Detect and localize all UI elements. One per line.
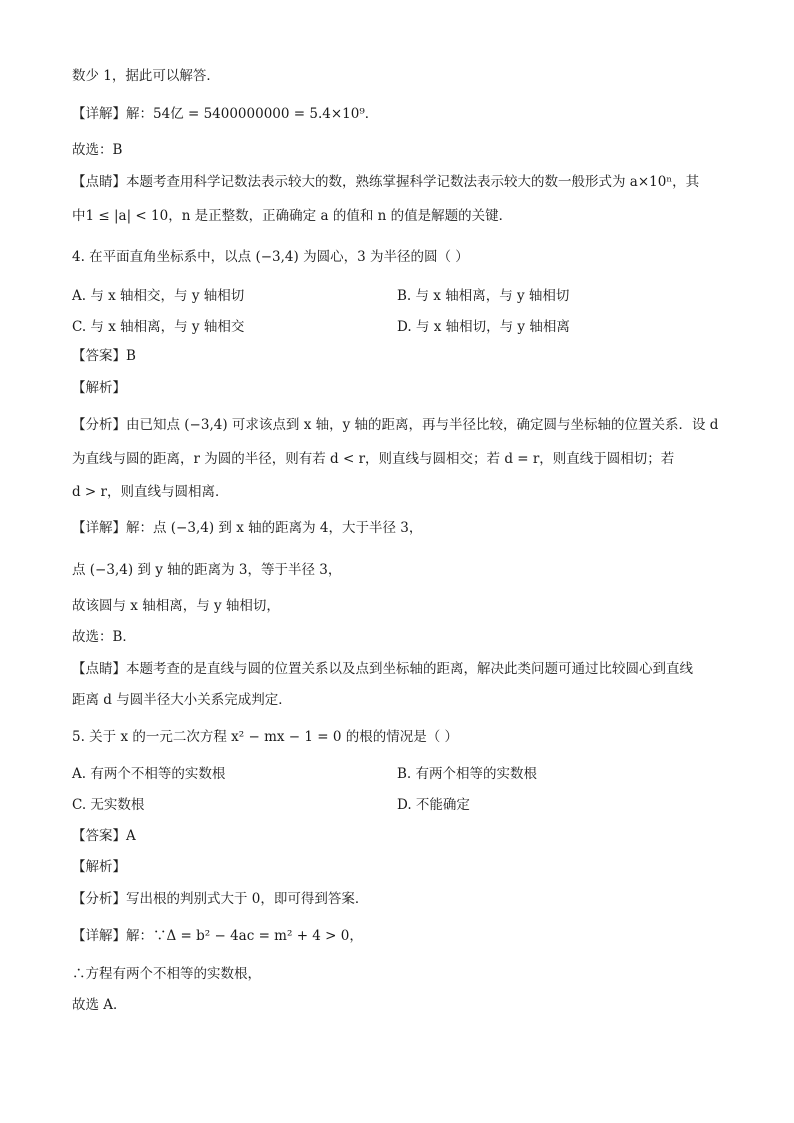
text-line: 数少 1，据此可以解答． [72, 68, 220, 84]
text-line: 【详解】解：点 (−3,4) 到 x 轴的距离为 4，大于半径 3， [72, 520, 423, 536]
text-line: 故选 A． [72, 997, 127, 1013]
question-5-analysis-heading: 【解析】 [72, 859, 126, 875]
text-line: 故选：B． [72, 629, 136, 645]
text-line: 点 (−3,4) 到 y 轴的距离为 3，等于半径 3， [72, 562, 342, 578]
question-5-option-b: B. 有两个相等的实数根 [397, 766, 538, 782]
question-5-option-a: A. 有两个不相等的实数根 [72, 766, 226, 782]
question-4-option-d: D. 与 x 轴相切，与 y 轴相离 [397, 319, 570, 335]
text-line: 【分析】由已知点 (−3,4) 可求该点到 x 轴，y 轴的距离，再与半径比较，确定圆与坐标轴的位置关系．设 d [72, 417, 719, 433]
text-line: 【点睛】本题考查用科学记数法表示较大的数，熟练掌握科学记数法表示较大的数一般形式为 a×10ⁿ，其 [72, 174, 700, 190]
question-4-option-c: C. 与 x 轴相离，与 y 轴相交 [72, 319, 245, 335]
question-5-answer: 【答案】A [72, 828, 136, 844]
text-line: 【详解】解：∵Δ = b² − 4ac = m² + 4 > 0， [72, 928, 363, 944]
text-line: 【分析】写出根的判别式大于 0，即可得到答案． [72, 891, 369, 907]
text-line: 为直线与圆的距离，r 为圆的半径，则有若 d < r，则直线与圆相交；若 d = r，则直线于圆相切；若 [72, 451, 675, 467]
question-4-option-a: A. 与 x 轴相交，与 y 轴相切 [72, 288, 245, 304]
text-line: 中1 ≤ |a| < 10，n 是正整数，正确确定 a 的值和 n 的值是解题的关键． [72, 208, 513, 224]
question-5-stem: 5. 关于 x 的一元二次方程 x² − mx − 1 = 0 的根的情况是（ ） [72, 729, 459, 745]
text-line: 故选：B [72, 142, 123, 158]
question-4-answer: 【答案】B [72, 348, 136, 364]
question-5-option-c: C. 无实数根 [72, 797, 145, 813]
text-line: ∴方程有两个不相等的实数根， [72, 966, 261, 982]
text-line: 【点睛】本题考查的是直线与圆的位置关系以及点到坐标轴的距离，解决此类问题可通过比较圆心到直线 [72, 661, 693, 677]
question-4-option-b: B. 与 x 轴相离，与 y 轴相切 [397, 288, 570, 304]
question-4-stem: 4. 在平面直角坐标系中，以点 (−3,4) 为圆心，3 为半径的圆（ ） [72, 249, 469, 265]
question-4-analysis-heading: 【解析】 [72, 380, 126, 396]
question-5-option-d: D. 不能确定 [397, 797, 470, 813]
text-line: d > r，则直线与圆相离． [72, 484, 229, 500]
text-line: 故该圆与 x 轴相离，与 y 轴相切， [72, 598, 280, 614]
text-line: 距离 d 与圆半径大小关系完成判定． [72, 692, 292, 708]
text-line: 【详解】解：54亿 = 5400000000 = 5.4×10⁹． [72, 106, 379, 122]
